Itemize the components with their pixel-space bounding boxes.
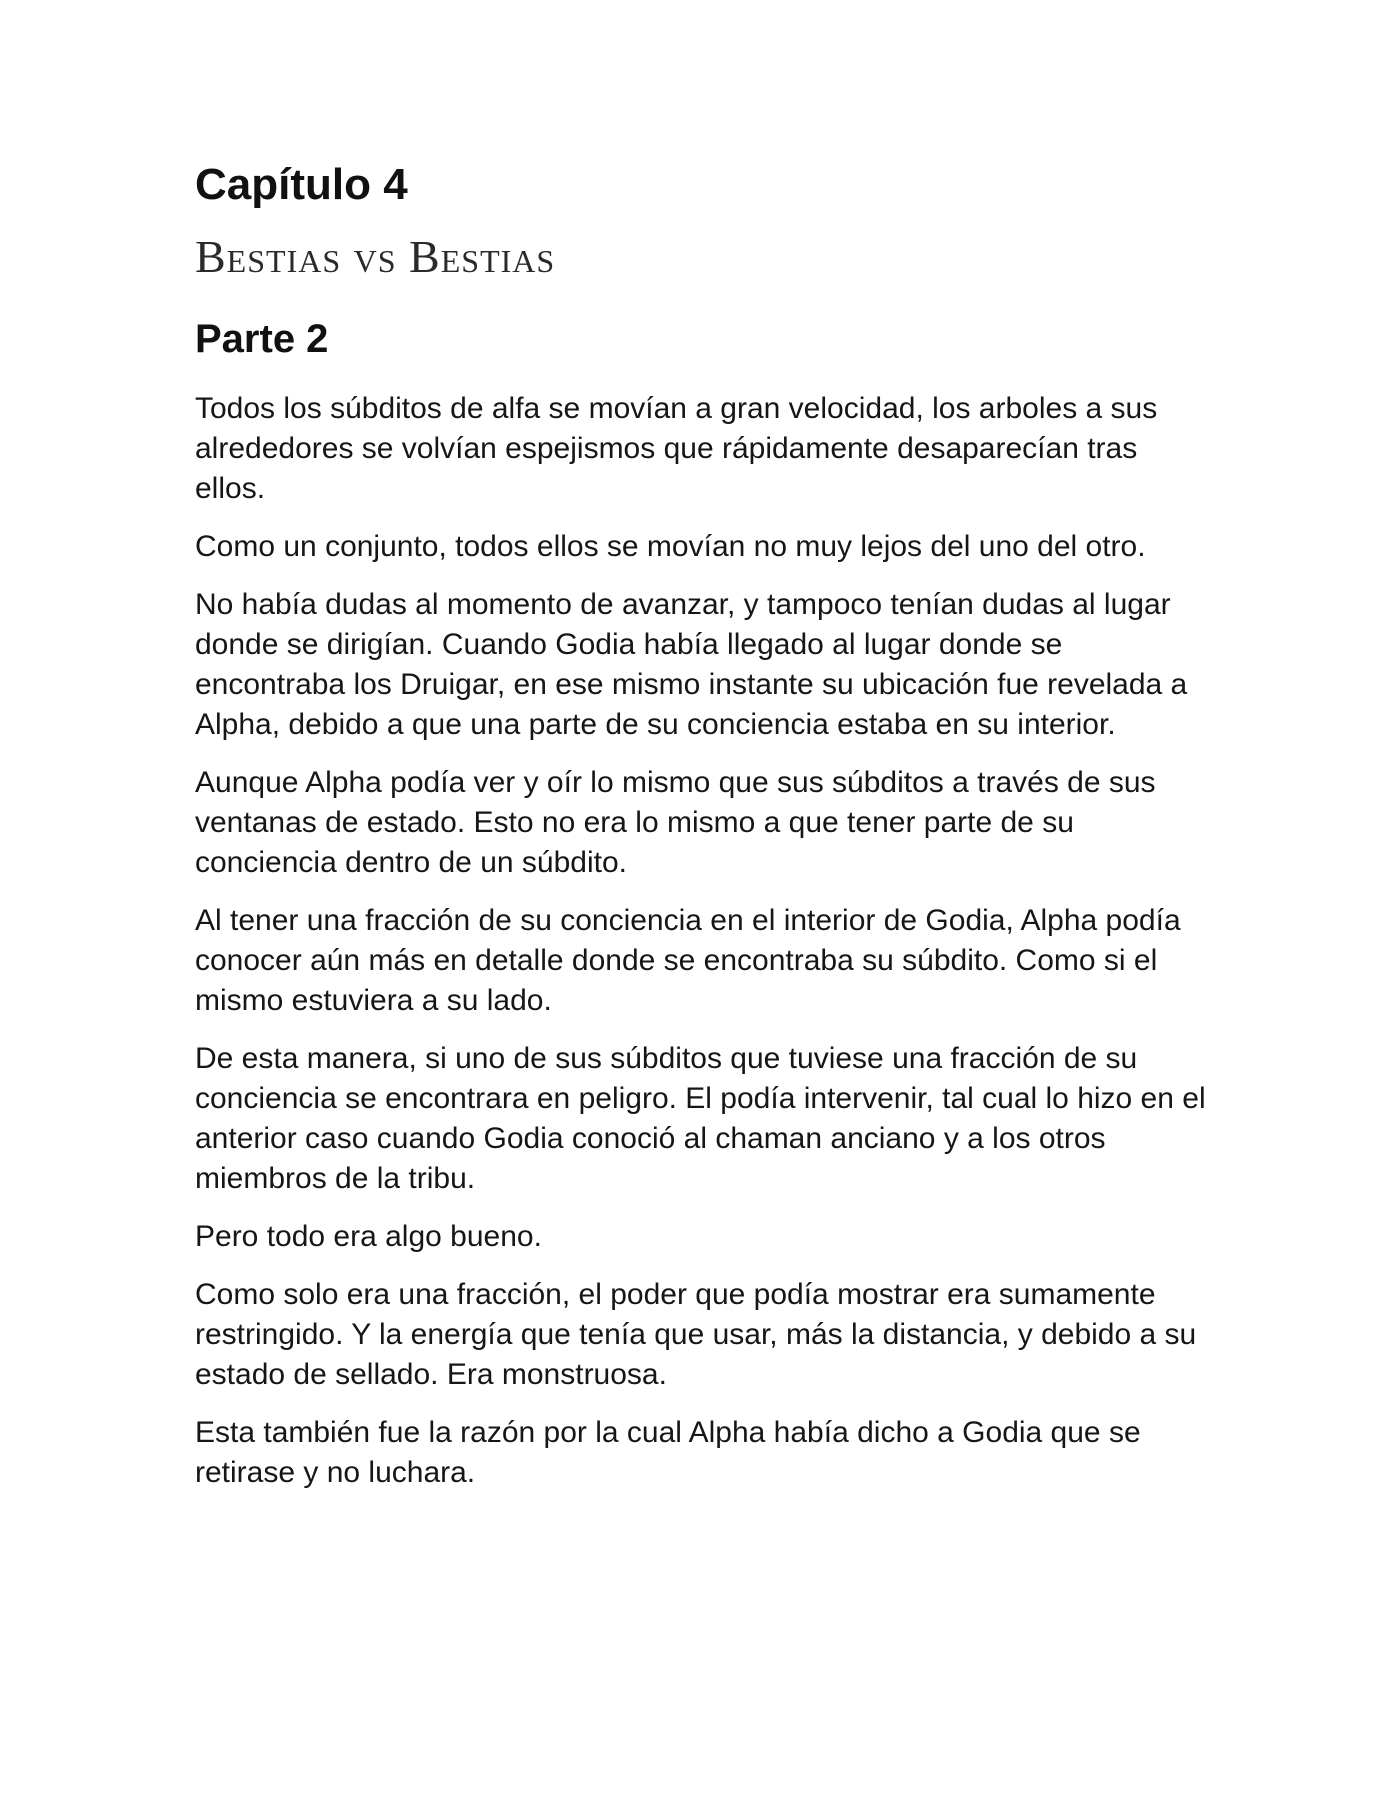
body-text (195, 389, 1215, 1493)
paragraph: Todos los súbditos de alfa se movían a gran velocidad, los arboles a sus alrededores se volvían espejismos que rápidamente desaparecían tras ellos. (195, 392, 1158, 505)
paragraph: Aunque Alpha podía ver y oír lo mismo que sus súbditos a través de sus ventanas de estado. Esto no era lo mismo a que tener parte de su conciencia dentro de un súbdito. (195, 766, 1156, 879)
paragraph: De esta manera, si uno de sus súbditos que tuviese una fracción de su conciencia se encontrara en peligro. El podía intervenir, tal cual lo hizo en el anterior caso cuando Godia conoció al chaman anciano y a los otros miembros de la tribu. (195, 1042, 1206, 1195)
part-title: Parte 2 (195, 317, 329, 361)
document-page (195, 155, 1215, 1511)
chapter-title: Capítulo 4 (195, 160, 408, 209)
paragraph: Esta también fue la razón por la cual Alpha había dicho a Godia que se retirase y no luchara. (195, 1416, 1141, 1489)
paragraph: Como un conjunto, todos ellos se movían no muy lejos del uno del otro. (195, 530, 1146, 563)
paragraph: No había dudas al momento de avanzar, y tampoco tenían dudas al lugar donde se dirigían. Cuando Godia había llegado al lugar donde se encontraba los Druigar, en ese mismo instante su ubicación fue revelada a Alpha, debido a que una parte de su conciencia estaba en su interior. (195, 588, 1188, 741)
chapter-subtitle: Bestias vs Bestias (195, 231, 556, 282)
paragraph: Como solo era una fracción, el poder que podía mostrar era sumamente restringido. Y la energía que tenía que usar, más la distancia, y debido a su estado de sellado. Era monstruosa. (195, 1278, 1197, 1391)
paragraph: Al tener una fracción de su conciencia en el interior de Godia, Alpha podía conocer aún más en detalle donde se encontraba su súbdito. Como si el mismo estuviera a su lado. (195, 904, 1181, 1017)
paragraph: Pero todo era algo bueno. (195, 1220, 542, 1253)
